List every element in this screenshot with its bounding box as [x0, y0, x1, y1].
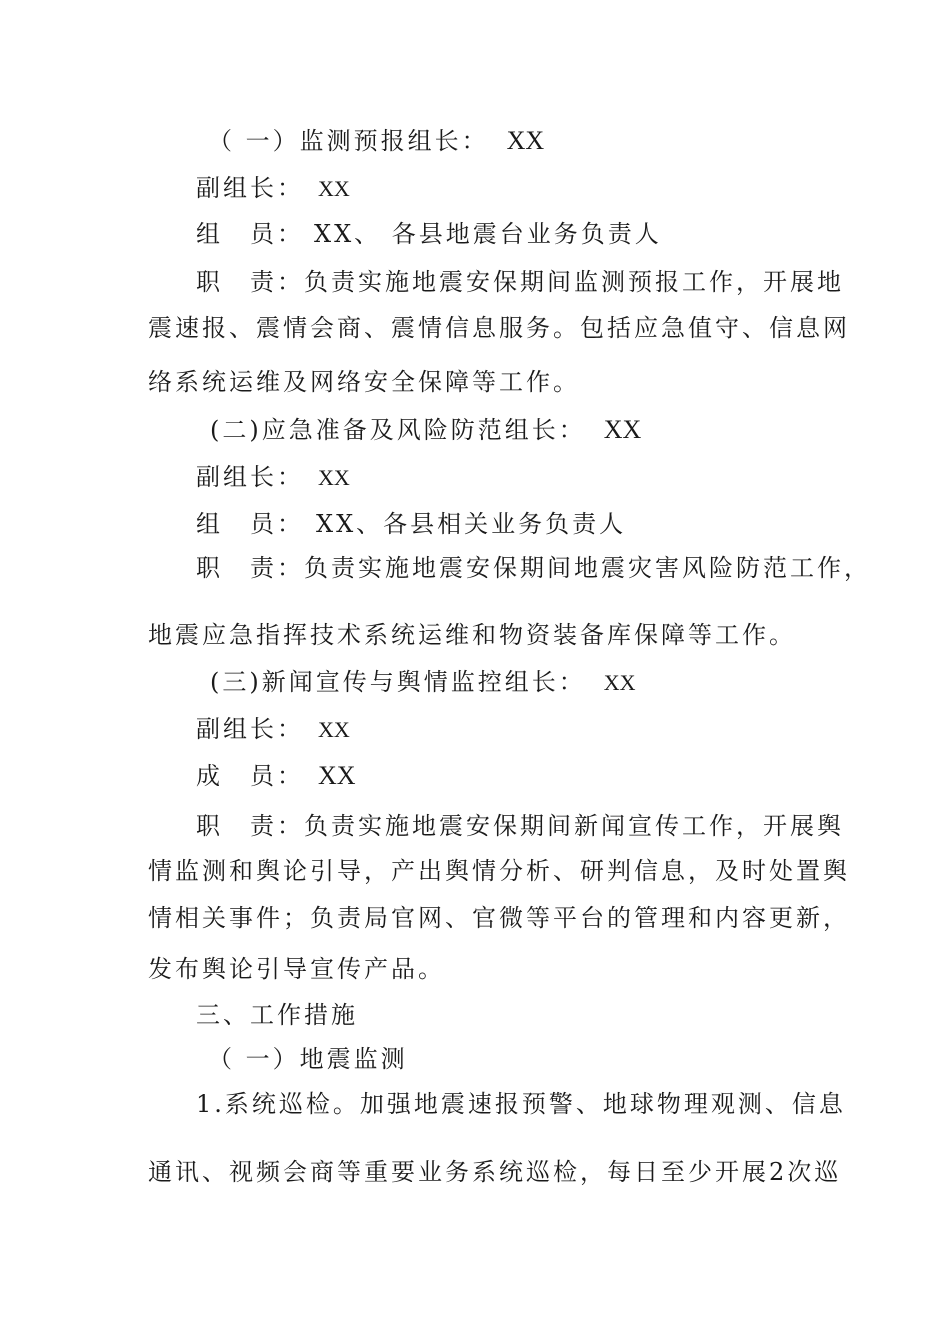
group-2-members-value: XX、各县相关业务负责人 — [316, 510, 627, 538]
group-3-duty-line-1 — [196, 811, 844, 841]
group-3-duty-line-4: 发布舆论引导宣传产品。 — [148, 955, 445, 983]
group-1-duty-line-2: 震速报、震情会商、震情信息服务。包括应急值守、信息网 — [148, 314, 850, 342]
group-1-duty-text-1: 负责实施地震安保期间监测预报工作，开展地 — [304, 268, 844, 296]
group-1-deputy-line — [196, 173, 350, 204]
group-2-members-label: 组 员： — [196, 510, 304, 538]
group-1-members-line — [196, 219, 662, 249]
section-three-item-line-2: 通讯、视频会商等重要业务系统巡检，每日至少开展2次巡 — [148, 1158, 842, 1186]
group-3-deputy: XX — [318, 717, 350, 742]
group-3-leader: XX — [603, 670, 636, 695]
group-3-title: (三)新闻宣传与舆情监控组长： — [210, 668, 586, 696]
group-1-members-label: 组 员： — [196, 220, 304, 248]
group-3-members-label: 成 员： — [196, 762, 304, 790]
group-2-deputy-label: 副组长： — [196, 463, 304, 491]
group-3-duty-line-3: 情相关事件；负责局官网、官微等平台的管理和内容更新， — [148, 904, 850, 932]
group-3-duty-text-1: 负责实施地震安保期间新闻宣传工作，开展舆 — [304, 812, 844, 840]
group-1-leader: XX — [506, 126, 545, 155]
group-1-deputy: XX — [318, 176, 350, 201]
group-1-members-value: XX、 各县地震台业务负责人 — [314, 220, 662, 248]
section-three-subheading: （ 一）地震监测 — [208, 1045, 408, 1073]
section-three-heading: 三、工作措施 — [196, 1001, 358, 1029]
group-1-duty-label: 职 责： — [196, 268, 304, 296]
group-2-members-line — [196, 509, 626, 539]
group-1-title: （ 一）监测预报组长： — [208, 127, 489, 155]
group-2-duty-label: 职 责： — [196, 554, 304, 582]
group-3-duty-line-2: 情监测和舆论引导，产出舆情分析、研判信息，及时处置舆 — [148, 857, 850, 885]
group-2-deputy: XX — [318, 465, 350, 490]
group-3-members-value: XX — [318, 761, 356, 790]
group-2-leader: XX — [603, 415, 642, 444]
group-1-duty-line-1 — [196, 267, 844, 297]
group-2-duty-line-1 — [196, 553, 871, 583]
group-2-duty-line-2: 地震应急指挥技术系统运维和物资装备库保障等工作。 — [148, 621, 796, 649]
group-2-deputy-line — [196, 462, 350, 493]
group-1-deputy-label: 副组长： — [196, 174, 304, 202]
group-1-title-line — [208, 126, 544, 156]
group-3-members-line — [196, 761, 356, 791]
group-3-duty-label: 职 责： — [196, 812, 304, 840]
group-3-title-line — [210, 667, 636, 698]
group-3-deputy-line — [196, 714, 350, 745]
group-2-title-line — [210, 415, 641, 445]
group-1-duty-line-3: 络系统运维及网络安全保障等工作。 — [148, 368, 580, 396]
section-three-item-line-1: 1.系统巡检。加强地震速报预警、地球物理观测、信息 — [196, 1090, 846, 1118]
group-2-duty-text-1: 负责实施地震安保期间地震灾害风险防范工作， — [304, 554, 871, 582]
group-3-deputy-label: 副组长： — [196, 715, 304, 743]
group-2-title: (二)应急准备及风险防范组长： — [210, 416, 586, 444]
